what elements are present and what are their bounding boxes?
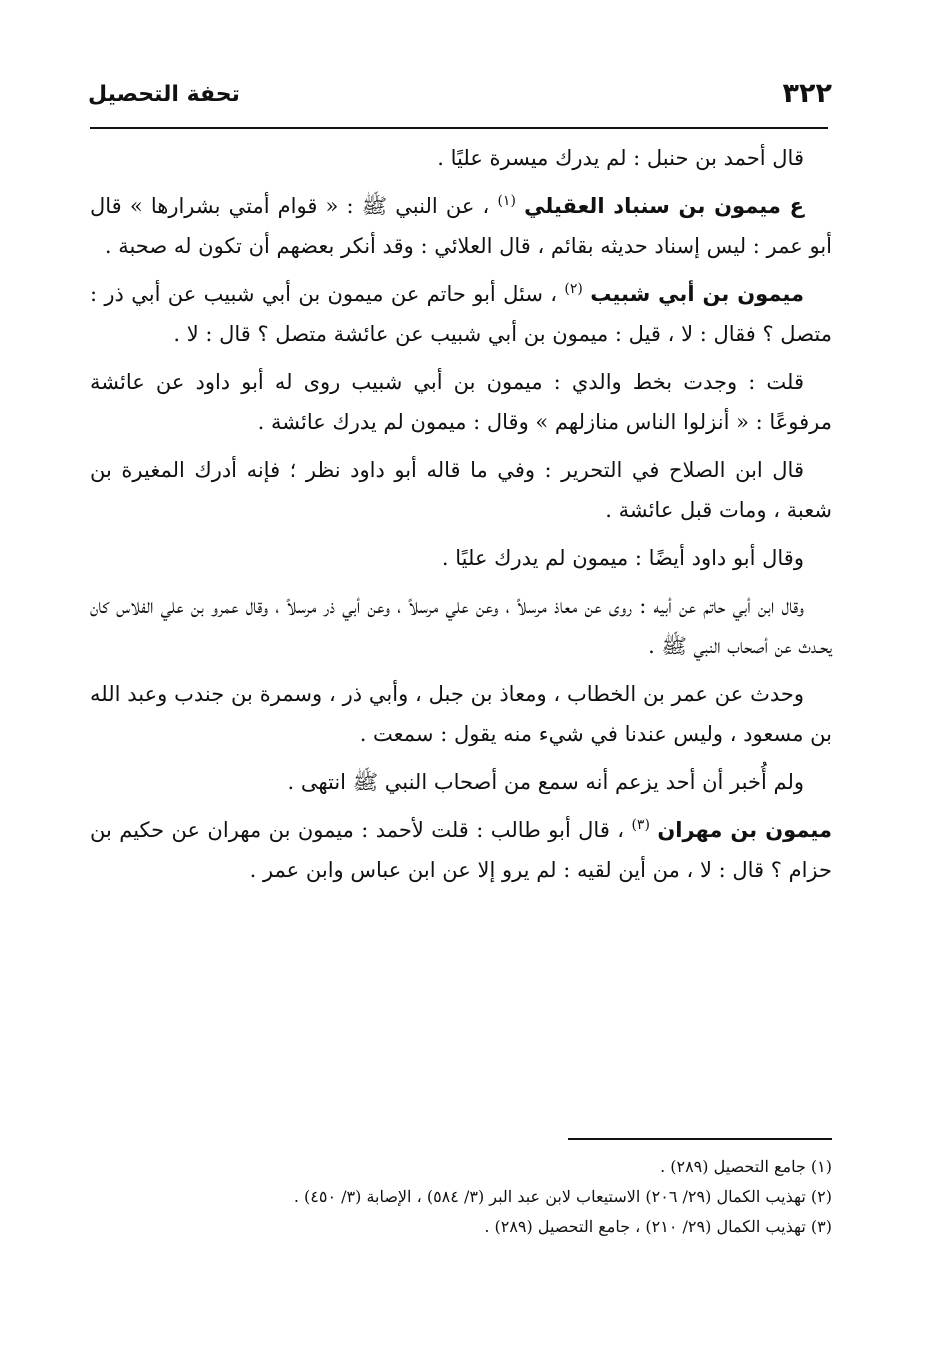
footnote-ref-2: (٢) bbox=[564, 281, 583, 297]
footnote-divider bbox=[568, 1138, 832, 1140]
paragraph-9: ولم أُخبر أن أحد يزعم أنه سمع من أصحاب النبي ﷺ انتهى . bbox=[287, 770, 804, 794]
footnote-3: (٣) تهذيب الكمال (٢٩/ ٢١٠) ، جامع التحصيل (٢٨٩) . bbox=[484, 1217, 832, 1236]
entry-maymun-ibn-mihran bbox=[90, 810, 832, 890]
paragraph-7: وقال ابن أبي حاتم عن أبيه : روى عن معاذ مرسلاً ، وعن علي مرسلاً ، وعن أبي ذر مرسلاً ، وقال عمرو بن علي الفلاس كان يحـدث عن أصحاب النبي ﷺ . bbox=[90, 594, 832, 658]
entry-text: ، قال أبو طالب : قلت لأحمد : ميمون بن مهران عن حكيم بن حزام ؟ قال : لا ، من أين لقيه : لم يرو إلا عن ابن عباس وابن عمر . bbox=[90, 818, 832, 882]
entry-name: ميمون بن مهران bbox=[657, 818, 832, 842]
page-header bbox=[88, 78, 832, 122]
entry-name: ع ميمون بن سنباد العقيلي bbox=[524, 194, 804, 218]
footnote-2: (٢) تهذيب الكمال (٢٩/ ٢٠٦) الاستيعاب لابن عبد البر (٣/ ٥٨٤) ، الإصابة (٣/ ٤٥٠) . bbox=[293, 1187, 832, 1206]
entry-maymun-ibn-sinbad bbox=[90, 186, 832, 266]
paragraph-6: وقال أبو داود أيضًا : ميمون لم يدرك عليًا . bbox=[441, 546, 804, 570]
header-divider bbox=[90, 127, 828, 129]
footnote-ref-3: (٣) bbox=[631, 817, 650, 833]
entry-text: ، عن النبي ﷺ : « قوام أمتي بشرارها » قال أبو عمر : ليس إسناد حديثه بقائم ، قال العلائي : وقد أنكر بعضهم أن تكون له صحبة . bbox=[90, 194, 832, 258]
entry-maymun-ibn-abi-shabib bbox=[90, 274, 832, 354]
main-text bbox=[90, 138, 832, 898]
paragraph-4: قلت : وجدت بخط والدي : ميمون بن أبي شبيب روى له أبو داود عن عائشة مرفوعًا : « أنزلوا الناس منازلهم » وقال : ميمون لم يدرك عائشة . bbox=[90, 370, 832, 434]
footnotes bbox=[90, 1152, 832, 1242]
running-title: تحفة التحصيل bbox=[88, 82, 240, 107]
paragraph-1: قال أحمد بن حنبل : لم يدرك ميسرة عليًا . bbox=[437, 146, 804, 170]
entry-name: ميمون بن أبي شبيب bbox=[590, 282, 804, 306]
footnote-1: (١) جامع التحصيل (٢٨٩) . bbox=[660, 1157, 832, 1176]
paragraph-5: قال ابن الصلاح في التحرير : وفي ما قاله أبو داود نظر ؛ فإنه أدرك المغيرة بن شعبة ، ومات قبل عائشة . bbox=[90, 458, 832, 522]
entry-text: ، سئل أبو حاتم عن ميمون بن أبي شبيب عن أبي ذر : متصل ؟ فقال : لا ، قيل : ميمون بن أبي شبيب عن عائشة متصل ؟ قال : لا . bbox=[90, 282, 832, 346]
page-number: ٣٢٢ bbox=[782, 78, 832, 109]
footnote-ref-1: (١) bbox=[497, 193, 516, 209]
paragraph-8: وحدث عن عمر بن الخطاب ، ومعاذ بن جبل ، وأبي ذر ، وسمرة بن جندب وعبد الله بن مسعود ، وليس عندنا في شيء منه يقول : سمعت . bbox=[90, 682, 832, 746]
